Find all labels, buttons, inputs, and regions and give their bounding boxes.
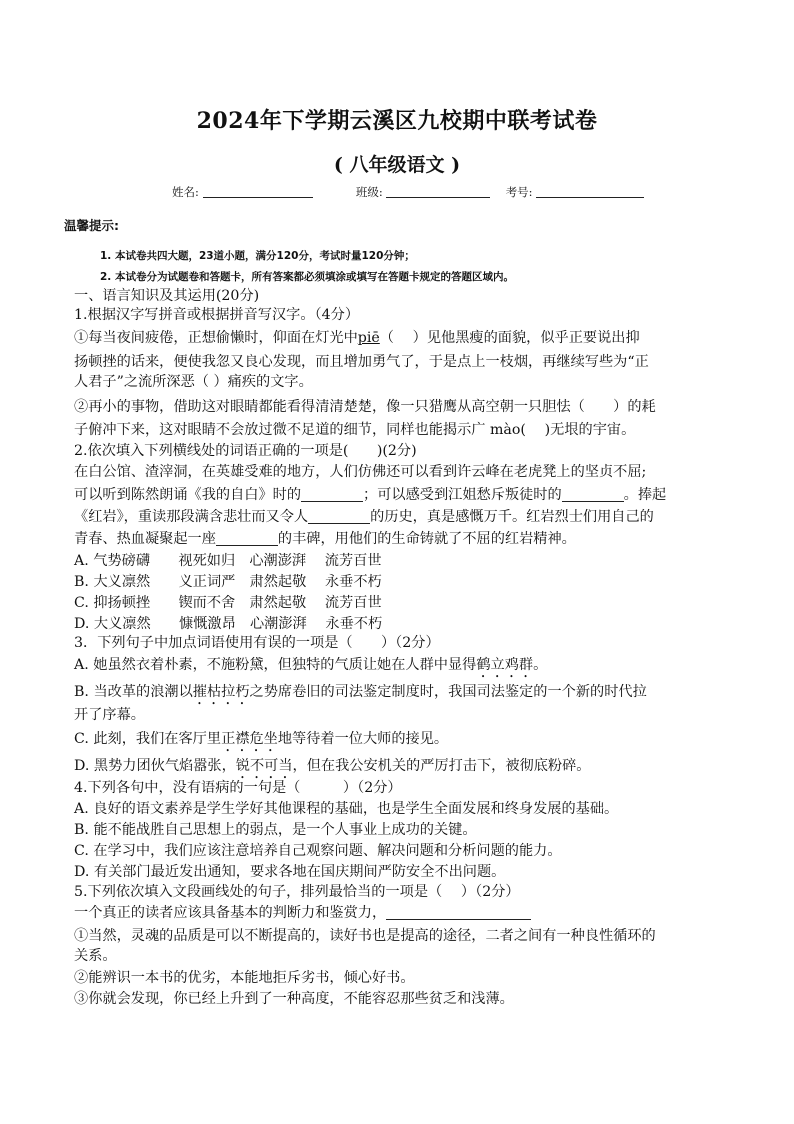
- q2-option: B. 大义凛然 义正词严 肃然起敬 永垂不朽: [74, 574, 382, 590]
- q3-option-c: C. 此刻，我们在客厅里正襟危坐地等待着一位大师的接见。: [74, 731, 449, 747]
- tip-item: 1. 本试卷共四大题，23道小题，满分120分，考试时量120分钟；: [100, 250, 415, 262]
- question-1-stem: 1.根据汉字写拼音或根据拼音写汉字。（4分）: [74, 307, 360, 323]
- q4-option: D. 有关部门最近发出通知，要求各地在国庆期间严防安全不出问题。: [74, 864, 506, 880]
- q5-sentence: ③你就会发现，你已经上升到了一种高度，不能容忍那些贫乏和浅薄。: [74, 991, 514, 1007]
- name-blank: [203, 185, 313, 198]
- class-blank: [386, 185, 490, 198]
- q2-option: A. 气势磅礴 视死如归 心潮澎湃 流芳百世: [74, 553, 382, 569]
- q4-option: B. 能不能战胜自己思想上的弱点，是一个人事业上成功的关键。: [74, 822, 477, 838]
- q1-paragraph-line: ①每当夜间疲倦，正想偷懒时，仰面在灯光中piē（ ）见他黑瘦的面貌，似乎正要说出抑: [74, 330, 640, 346]
- q5-sentence-cont: 关系。: [74, 948, 117, 964]
- dotted-phrase: 正襟危坐: [221, 731, 278, 747]
- fill-blank: [301, 487, 363, 502]
- fill-blank: [216, 531, 278, 546]
- question-3-stem: 3．下列句子中加点词语使用有误的一项是（ ）（2分）: [74, 635, 440, 651]
- exam-title: 2024年下学期云溪区九校期中联考试卷: [196, 108, 598, 134]
- class-label: 班级:: [355, 185, 383, 199]
- tip-item: 2. 本试卷分为试题卷和答题卡，所有答案都必须填涂或填写在答题卡规定的答题区域内。: [100, 271, 514, 283]
- q2-passage-line: 在白公馆、渣滓洞，在英雄受难的地方，人们仿佛还可以看到许云峰在老虎凳上的坚贞不屈;: [74, 464, 647, 480]
- q4-option: A. 良好的语文素养是学生学好其他课程的基础，也是学生全面发展和终身发展的基础。: [74, 801, 619, 817]
- q3-option-a: A. 她虽然衣着朴素，不施粉黛，但独特的气质让她在人群中显得鹤立鸡群。: [74, 657, 548, 673]
- question-5-stem: 5.下列依次填入文段画线处的句子，排列最恰当的一项是（ ）（2分）: [74, 884, 520, 900]
- q5-sentence: ①当然，灵魂的品质是可以不断提高的，读好书也是提高的途径，二者之间有一种良性循环的: [74, 928, 656, 944]
- q2-option: C. 抑扬顿挫 锲而不舍 肃然起敬 流芳百世: [74, 595, 382, 611]
- fill-blank: [386, 905, 531, 920]
- q2-passage-line: 《红岩》，重读那段满含悲壮而又令人 的历史，真是感慨万千。红岩烈士们用自己的: [74, 509, 654, 525]
- q1-paragraph-line: 人君子”之流所深恶（ ）痛疾的文字。: [74, 374, 313, 390]
- tips-heading: 温馨提示:: [64, 218, 119, 233]
- section-heading: 一、语言知识及其运用(20分): [74, 288, 260, 304]
- q2-passage-line: 可以听到陈然朗诵《我的自白》时的 ；可以感受到江姐愁斥叛徒时的 。捧起: [74, 487, 667, 503]
- q1-paragraph-line: 子俯冲下来，这对眼睛不会放过微不足道的细节，同样也能揭示广 mào( )无垠的宇宙。: [74, 422, 636, 438]
- q3-option-b: B. 当改革的浪潮以摧枯拉朽之势席卷旧的司法鉴定制度时，我国司法鉴定的一个新的时代拉: [74, 684, 647, 700]
- question-2-stem: 2.依次填入下列横线处的词语正确的一项是( )(2分): [74, 443, 417, 459]
- exam-subtitle: ( 八年级语文 ): [333, 154, 461, 176]
- q3-option-b-cont: 开了序幕。: [74, 707, 145, 723]
- number-label: 考号:: [505, 185, 533, 199]
- q1-paragraph-line: 扬顿挫的话来，便使我忽又良心发现，而且增加勇气了，于是点上一枝烟，再继续写些为“正: [74, 354, 649, 370]
- pinyin-pie: piē: [357, 330, 380, 346]
- student-info-row: [172, 184, 644, 200]
- fill-blank: [562, 487, 624, 502]
- dotted-phrase: 鹤立鸡群: [476, 657, 534, 673]
- number-blank: [536, 185, 644, 198]
- q2-passage-line: 青春、热血凝聚起一座 的丰碑，用他们的生命铸就了不屈的红岩精神。: [74, 531, 576, 547]
- question-4-stem: 4.下列各句中，没有语病的一句是（ ）（2分）: [74, 780, 402, 796]
- q5-sentence: ②能辨识一本书的优劣，本能地拒斥劣书，倾心好书。: [74, 970, 415, 986]
- fill-blank: [308, 509, 370, 524]
- q4-option: C. 在学习中，我们应该注意培养自己观察问题、解决问题和分析问题的能力。: [74, 843, 562, 859]
- q2-option: D. 大义凛然 慷慨激昂 心潮澎湃 永垂不朽: [74, 616, 383, 632]
- dotted-phrase: 锐不可当: [235, 758, 293, 774]
- dotted-phrase: 摧枯拉朽: [192, 684, 250, 700]
- q3-option-d: D. 黑势力团伙气焰嚣张，锐不可当，但在我公安机关的严厉打击下，被彻底粉碎。: [74, 758, 591, 774]
- q5-passage-line: 一个真正的读者应该具备基本的判断力和鉴赏力，: [74, 904, 531, 922]
- q1-paragraph-line: ②再小的事物，借助这对眼睛都能看得清清楚楚，像一只猎鹰从高空朝一只胆怯（ ）的耗: [74, 399, 656, 415]
- name-label: 姓名:: [172, 185, 199, 199]
